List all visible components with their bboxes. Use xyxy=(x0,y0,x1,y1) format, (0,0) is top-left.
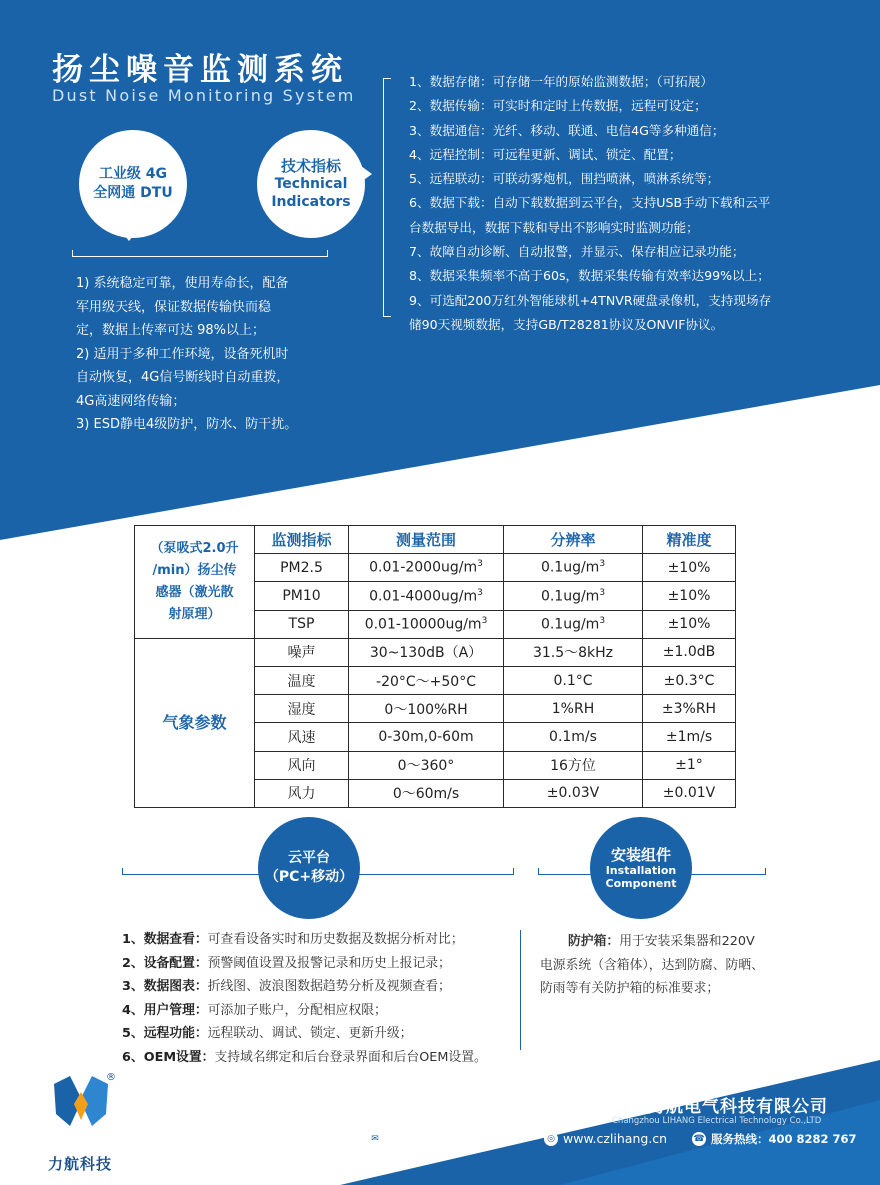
dtu-line: 3) ESD静电4级防护，防水、防干扰。 xyxy=(76,417,298,432)
tech-bracket-top xyxy=(383,78,391,79)
tech-line: 储90天视频数据，支持GB/T28281协议及ONVIF协议。 xyxy=(409,316,724,332)
install-circle-line1: 安装组件 xyxy=(610,845,671,864)
install-circle xyxy=(590,817,692,919)
install-rule-left xyxy=(538,868,539,875)
hotline-label: 服务热线： xyxy=(711,1132,769,1146)
header-accuracy: 精准度 xyxy=(643,526,736,554)
dtu-line: 定，数据上传率可达 98%以上； xyxy=(76,323,266,338)
table-row: 温度 -20°C～+50°C 0.1°C ±0.3°C xyxy=(135,666,736,694)
spec-table xyxy=(134,525,736,808)
table-row: PM2.5 $0.01-2000ug/m^3$ $0.1ug/m^3$ ±10% xyxy=(135,554,736,582)
header-indicator: 监测指标 xyxy=(255,526,349,554)
tech-specs-list xyxy=(409,70,809,337)
dtu-description xyxy=(76,272,316,437)
table-row: 风力 0～60m/s ±0.03V ±0.01V xyxy=(135,779,736,807)
cloud-features-list xyxy=(122,928,522,1069)
tech-line: 3、数据通信：光纤、移动、联通、电信4G等多种通信； xyxy=(409,122,725,138)
cloud-circle xyxy=(258,817,360,919)
email-text[interactable]: czlhkj2010@163.com xyxy=(387,1131,522,1146)
tech-line: 台数据导出，数据下载和导出不影响实时监测功能； xyxy=(409,219,699,235)
header-resolution: 分辨率 xyxy=(504,526,643,554)
dtu-line: 自动恢复，4G信号断线时自动重拨， xyxy=(76,370,290,385)
table-row: TSP $0.01-10000ug/m^3$ $0.1ug/m^3$ ±10% xyxy=(135,610,736,638)
right-arrow-icon xyxy=(361,166,372,182)
table-row: 湿度 0～100%RH 1%RH ±3%RH xyxy=(135,695,736,723)
hotline-number[interactable]: 400 8282 767 xyxy=(768,1132,857,1146)
page-title: 扬尘噪音监测系统 xyxy=(52,52,348,88)
dtu-line: 2) 适用于多种工作环境，设备死机时 xyxy=(76,346,289,362)
table-row: PM10 $0.01-4000ug/m^3$ $0.1ug/m^3$ ±10% xyxy=(135,582,736,610)
company-name-en: Changzhou LIHANG Electrical Technology Co.,LTD xyxy=(612,1116,822,1126)
website-contact xyxy=(544,1131,667,1146)
table-row: 气象参数 噪声 30~130dB（A） 31.5～8kHz ±1.0dB xyxy=(135,638,736,666)
dtu-circle-line2: 全网通 DTU xyxy=(93,185,173,201)
list-item: 4、用户管理：可添加子账户，分配相应权限； xyxy=(122,1002,387,1018)
tech-line: 5、远程联动：可联动雾炮机，围挡喷淋，喷淋系统等； xyxy=(409,171,720,187)
install-circle-line2: Installation xyxy=(605,863,677,877)
list-item: 5、远程功能：远程联动、调试、锁定、更新升级； xyxy=(122,1026,413,1041)
tech-circle-line1: 技术指标 xyxy=(280,157,341,175)
dtu-bracket-right xyxy=(327,250,328,257)
list-item: 1、数据查看：可查看设备实时和历史数据及数据分析对比； xyxy=(122,932,464,947)
list-item: 3、数据图表：折线图、波浪图数据趋势分析及视频查看； xyxy=(122,979,451,994)
cloud-circle-line2: （PC+移动） xyxy=(264,869,354,885)
dtu-bracket-line xyxy=(72,256,328,257)
email-icon: ✉ xyxy=(368,1132,382,1146)
tech-circle-line2: Technical xyxy=(274,176,348,192)
install-rule-right xyxy=(765,868,766,875)
tech-line: 2、数据传输：可实时和定时上传数据，远程可设定； xyxy=(409,98,707,114)
install-circle-line3: Component xyxy=(605,876,677,890)
dtu-line: 4G高速网络传输； xyxy=(76,393,186,409)
install-description: 防护箱：用于安装采集器和220V 电源系统（含箱体），达到防腐、防晒、 防雨等有关防护箱的标准要求； xyxy=(540,934,764,996)
email-contact xyxy=(368,1131,521,1146)
tech-bracket-bottom xyxy=(383,316,391,317)
cloud-rule-right xyxy=(513,868,514,875)
tech-circle-line3: Indicators xyxy=(271,194,351,210)
phone-icon: ☎ xyxy=(693,1134,705,1144)
list-item: 2、设备配置：预警阈值设置及报警记录和历史上报记录； xyxy=(122,955,451,971)
dtu-bracket-left xyxy=(72,250,73,257)
table-row: 风速 0-30m,0-60m 0.1m/s ±1m/s xyxy=(135,723,736,751)
cloud-circle-line1: 云平台 xyxy=(288,850,330,866)
header-range: 测量范围 xyxy=(349,526,504,554)
company-name: 常州力航电气科技有限公司 xyxy=(612,1097,828,1117)
registered-mark: ® xyxy=(106,1072,116,1083)
tech-line: 6、数据下载：自动下载数据到云平台，支持USB手动下载和云平 xyxy=(409,195,771,211)
group2-label: 气象参数 xyxy=(135,638,255,807)
tech-bracket-line xyxy=(383,78,384,316)
website-text[interactable]: www.czlihang.cn xyxy=(563,1131,668,1146)
tech-line: 8、数据采集频率不高于60s，数据采集传输有效率达99%以上； xyxy=(409,268,770,284)
dtu-circle xyxy=(79,130,187,238)
cloud-rule-left xyxy=(122,868,123,875)
company-logo-icon xyxy=(52,1074,110,1130)
hotline-contact xyxy=(692,1131,857,1147)
logo-text: 力航科技 xyxy=(48,1155,113,1173)
table-row: 风向 0～360° 16方位 ±1° xyxy=(135,751,736,779)
tech-line: 7、故障自动诊断、自动报警，并显示、保存相应记录功能； xyxy=(409,244,745,260)
dtu-line: 军用级天线，保证数据传输快而稳 xyxy=(76,299,272,315)
down-arrow-icon xyxy=(121,231,137,241)
dtu-line: 1) 系统稳定可靠，使用寿命长，配备 xyxy=(76,276,289,291)
globe-icon: ◎ xyxy=(544,1132,558,1146)
tech-line: 1、数据存储：可存储一年的原始监测数据；（可拓展） xyxy=(409,74,713,89)
install-label: 防护箱： xyxy=(568,934,620,949)
list-item: 6、OEM设置：支持域名绑定和后台登录界面和后台OEM设置。 xyxy=(122,1049,487,1065)
group1-label: （泵吸式2.0升 /min）扬尘传 感器（激光散 射原理） xyxy=(135,526,255,639)
tech-line: 4、远程控制：可远程更新、调试、锁定、配置； xyxy=(409,146,682,162)
tech-circle xyxy=(257,130,365,238)
page-subtitle: Dust Noise Monitoring System xyxy=(52,86,356,105)
tech-line: 9、可选配200万红外智能球机+4TNVR硬盘录像机，支持现场存 xyxy=(409,292,772,308)
section-divider xyxy=(520,930,521,1050)
dtu-circle-line1: 工业级 4G xyxy=(98,166,168,182)
table-header-row xyxy=(135,526,736,554)
